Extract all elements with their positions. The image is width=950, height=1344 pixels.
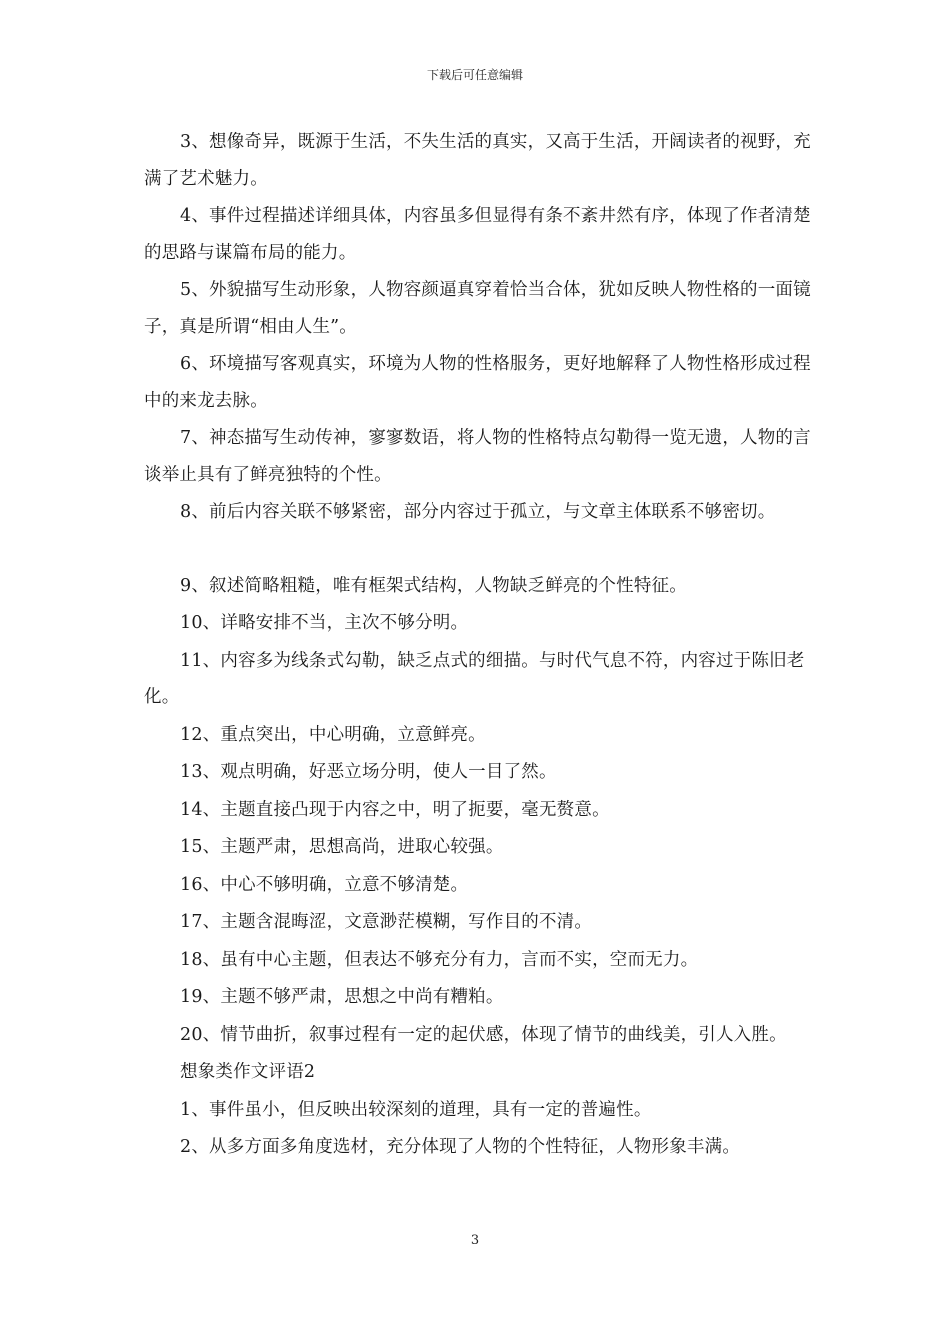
- paragraph: 20、情节曲折，叙事过程有一定的起伏感，体现了情节的曲线美，引人入胜。: [180, 1024, 787, 1045]
- paragraph: 15、主题严肃，思想高尚，进取心较强。: [180, 837, 504, 857]
- paragraph: 8、前后内容关联不够紧密，部分内容过于孤立，与文章主体联系不够密切。: [180, 502, 776, 522]
- paragraph: 19、主题不够严肃，思想之中尚有糟粕。: [180, 987, 504, 1007]
- paragraph: 1、事件虽小，但反映出较深刻的道理，具有一定的普遍性。: [180, 1099, 652, 1120]
- blank-line: [144, 532, 824, 568]
- page-number: 3: [470, 1233, 480, 1248]
- paragraph: 18、虽有中心主题，但表达不够充分有力，言而不实，空而无力。: [180, 949, 699, 970]
- paragraph: 13、观点明确，好恶立场分明，使人一目了然。: [180, 762, 557, 782]
- paragraph: 12、重点突出，中心明确，立意鲜亮。: [180, 724, 486, 745]
- paragraph: 3、想像奇异，既源于生活，不失生活的真实，又高于生活，开阔读者的视野，充满了艺术魅力。: [144, 132, 811, 189]
- paragraph: 9、叙述简略粗糙，唯有框架式结构，人物缺乏鲜亮的个性特征。: [180, 575, 687, 596]
- paragraph: 2、从多方面多角度选材，充分体现了人物的个性特征，人物形象丰满。: [180, 1137, 741, 1157]
- paragraph: 17、主题含混晦涩，文意渺茫模糊，写作目的不清。: [180, 912, 593, 932]
- paragraph: 11、内容多为线条式勾勒，缺乏点式的细描。与时代气息不符，内容过于陈旧老化。: [144, 650, 805, 707]
- paragraph: 6、环境描写客观真实，环境为人物的性格服务，更好地解释了人物性格形成过程中的来龙去脉。: [144, 354, 811, 411]
- paragraph: 5、外貌描写生动形象，人物容颜逼真穿着恰当合体，犹如反映人物性格的一面镜子，真是所谓“相由人生”。: [144, 280, 811, 337]
- paragraph: 16、中心不够明确，立意不够清楚。: [180, 874, 469, 895]
- section-heading: 想象类作文评语2: [180, 1062, 316, 1082]
- paragraph: 4、事件过程描述详细具体，内容虽多但显得有条不紊井然有序，体现了作者清楚的思路与谋篇布局的能力。: [144, 206, 811, 263]
- document-body: [144, 124, 824, 1167]
- paragraph: 10、详略安排不当，主次不够分明。: [180, 613, 469, 633]
- paragraph: 14、主题直接凸现于内容之中，明了扼要，毫无赘意。: [180, 799, 610, 820]
- paragraph: 7、神态描写生动传神，寥寥数语，将人物的性格特点勾勒得一览无遗，人物的言谈举止具有了鲜亮独特的个性。: [144, 428, 811, 485]
- page-header: 下载后可任意编辑: [426, 68, 523, 82]
